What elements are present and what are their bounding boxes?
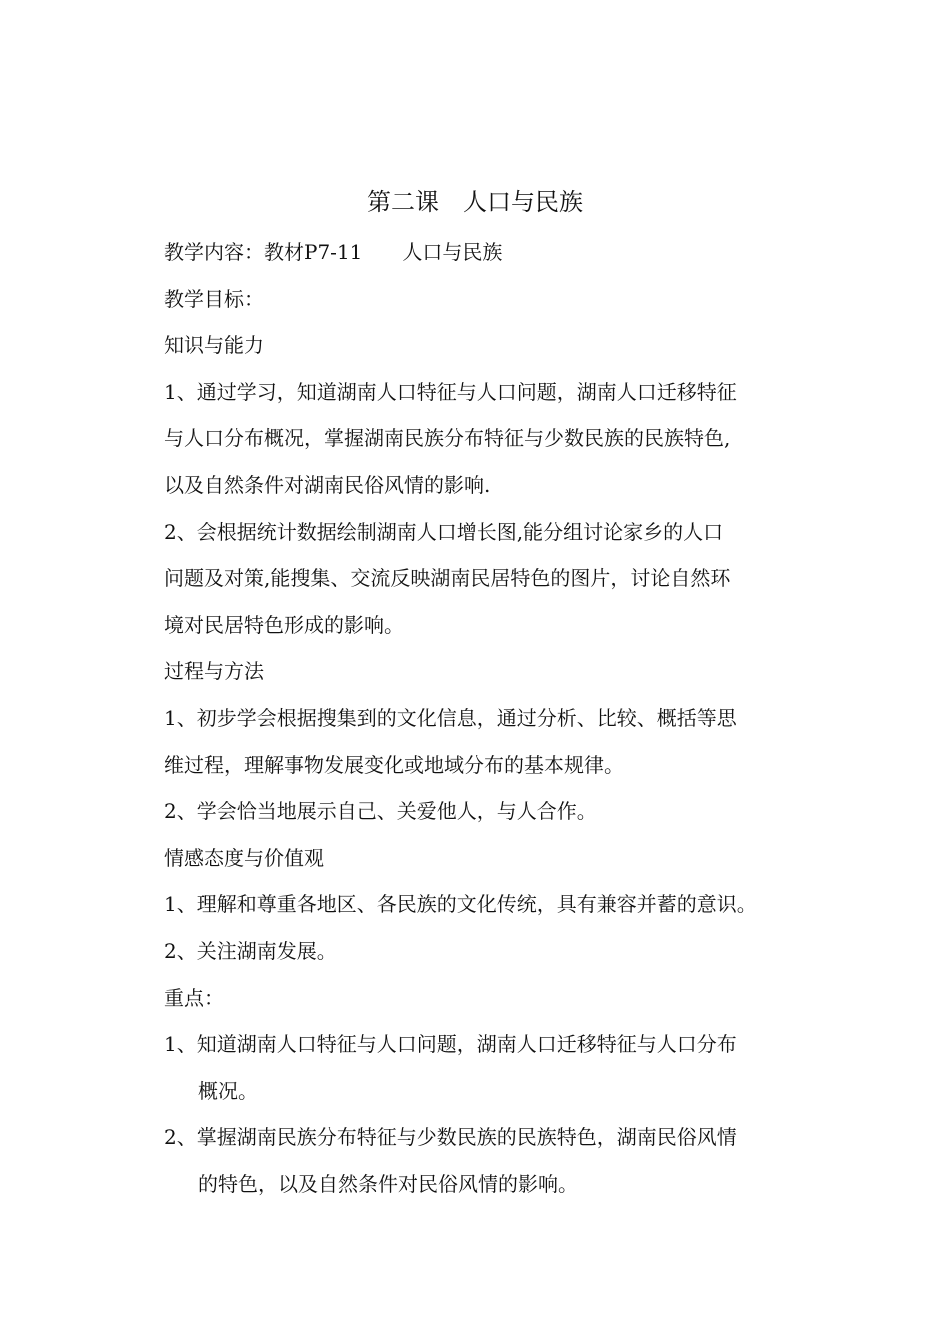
teaching-goals-heading: 教学目标： [164, 286, 264, 311]
paragraph-line: 2、关注湖南发展。 [164, 938, 337, 963]
emotion-attitude-heading: 情感态度与价值观 [164, 845, 324, 870]
key-point-item: 2、掌握湖南民族分布特征与少数民族的民族特色，湖南民俗风情 [164, 1125, 737, 1150]
paragraph-line: 境对民居特色形成的影响。 [164, 612, 404, 637]
key-point-item-continued: 的特色，以及自然条件对民俗风情的影响。 [198, 1171, 578, 1196]
page-title: 第二课 人口与民族 [367, 188, 583, 216]
paragraph-line: 2、学会恰当地展示自己、关爱他人，与人合作。 [164, 799, 597, 824]
process-method-heading: 过程与方法 [164, 659, 264, 684]
teaching-content-line: 教学内容：教材P7-11 人口与民族 [164, 240, 503, 264]
paragraph-line: 与人口分布概况，掌握湖南民族分布特征与少数民族的民族特色, [164, 426, 731, 451]
paragraph-line: 1、通过学习，知道湖南人口特征与人口问题，湖南人口迁移特征 [164, 379, 737, 404]
paragraph-line: 2、会根据统计数据绘制湖南人口增长图,能分组讨论家乡的人口 [164, 519, 724, 544]
paragraph-line: 维过程，理解事物发展变化或地域分布的基本规律。 [164, 752, 624, 777]
paragraph-line: 1、理解和尊重各地区、各民族的文化传统，具有兼容并蓄的意识。 [164, 892, 757, 917]
paragraph-line: 问题及对策,能搜集、交流反映湖南民居特色的图片，讨论自然环 [164, 566, 731, 591]
key-point-item-continued: 概况。 [198, 1078, 258, 1103]
document-body [164, 232, 794, 1210]
paragraph-line: 以及自然条件对湖南民俗风情的影响. [164, 472, 491, 497]
paragraph-line: 1、初步学会根据搜集到的文化信息，通过分析、比较、概括等思 [164, 705, 737, 730]
key-point-item: 1、知道湖南人口特征与人口问题，湖南人口迁移特征与人口分布 [164, 1032, 737, 1057]
key-points-heading: 重点： [164, 985, 224, 1010]
knowledge-ability-heading: 知识与能力 [164, 333, 264, 358]
